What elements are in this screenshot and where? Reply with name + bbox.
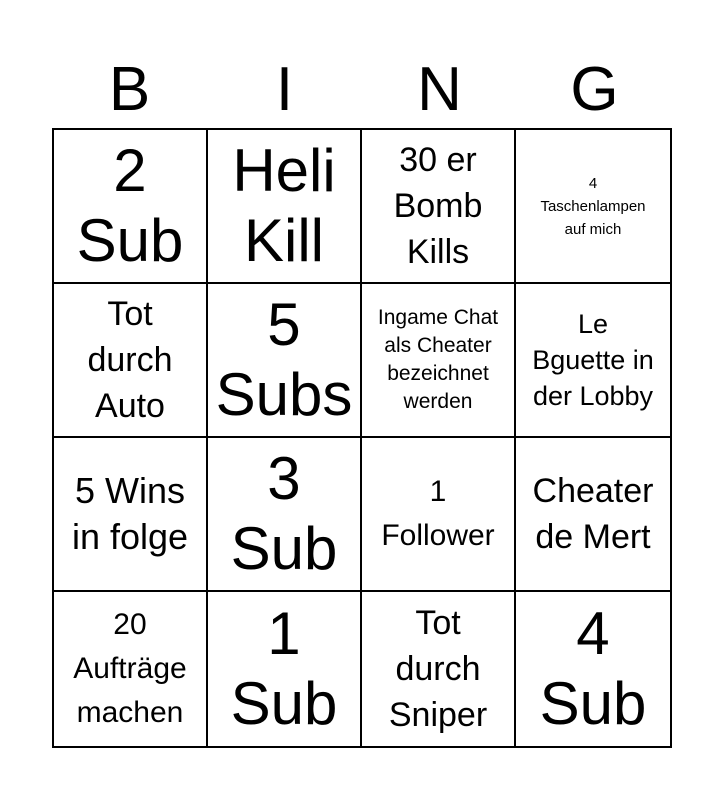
header-letter-g: G <box>570 55 619 124</box>
cell-text: 4 Sub <box>539 600 647 737</box>
cell-text: Cheater de Mert <box>532 472 654 556</box>
header-letter-n: N <box>417 55 462 124</box>
cell-text: 5 Subs <box>215 291 353 428</box>
bingo-header <box>52 52 672 128</box>
bingo-board <box>52 128 672 748</box>
cell-text: Tot durch Auto <box>87 295 173 425</box>
bingo-cell <box>362 284 516 438</box>
bingo-cell <box>362 592 516 746</box>
bingo-cell <box>208 130 362 284</box>
bingo-cell <box>208 438 362 592</box>
bingo-cell <box>208 592 362 746</box>
cell-text: 2 Sub <box>76 137 184 274</box>
cell-text: 4 Taschenlampen auf mich <box>540 174 646 238</box>
header-letter-i: I <box>275 55 294 124</box>
bingo-cell <box>54 284 208 438</box>
cell-text: 3 Sub <box>230 445 338 582</box>
bingo-cell <box>362 130 516 284</box>
bingo-cell <box>516 130 670 284</box>
cell-text: 5 Wins in folge <box>71 470 189 557</box>
bingo-cell <box>54 592 208 746</box>
cell-text: Heli Kill <box>232 137 336 274</box>
cell-text: 1 Sub <box>230 600 338 737</box>
bingo-cell <box>208 284 362 438</box>
cell-text: Le Bguette in der Lobby <box>532 309 654 411</box>
cell-text: Tot durch Sniper <box>388 604 488 734</box>
cell-text: 20 Aufträge machen <box>73 608 187 729</box>
bingo-cell <box>516 438 670 592</box>
bingo-cell <box>516 592 670 746</box>
bingo-cell <box>54 130 208 284</box>
cell-text: Ingame Chat als Cheater bezeichnet werden <box>377 306 499 413</box>
bingo-cell <box>516 284 670 438</box>
cell-text: 30 er Bomb Kills <box>393 141 483 271</box>
header-letter-b: B <box>108 55 151 124</box>
bingo-cell <box>362 438 516 592</box>
bingo-cell <box>54 438 208 592</box>
cell-text: 1 Follower <box>381 475 495 552</box>
